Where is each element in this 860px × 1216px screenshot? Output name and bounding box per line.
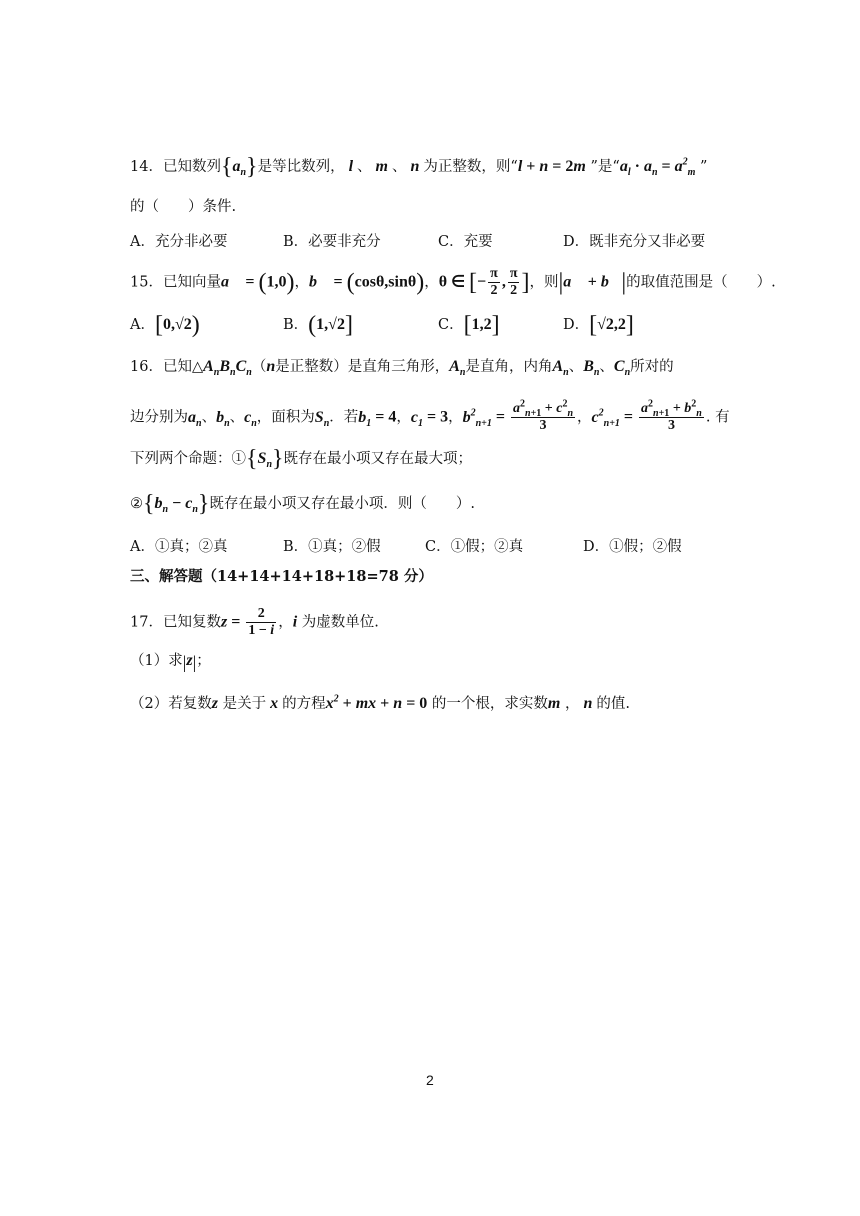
question-16-line3: 下列两个命题：$①\{S_n\}$既存在最小项又存在最大项； — [130, 446, 473, 472]
q14-option-c: C．充要 — [438, 234, 493, 250]
question-14-line2: 的（ ）条件. — [130, 199, 237, 215]
question-17-line1: 17．已知复数z = $\frac{2}{1 - i}$ ，i 为虚数单位. — [130, 606, 379, 638]
q15-option-a: A．[0,√2) — [130, 312, 200, 338]
question-17-part2: （2）若复数z 是关于 x 的方程$x^2$ + mx + n = 0 的一个根，求实数m ， n 的值. — [130, 693, 630, 712]
q15-option-b: B．(1,√2] — [283, 312, 353, 338]
question-16-line4: $②\{b_n - c_n\}$既存在最小项又存在最小项．则（ ）. — [130, 491, 476, 517]
question-number: 14． — [130, 159, 163, 175]
q14-option-b: B．必要非充分 — [283, 234, 381, 250]
question-14-line1: 14．已知数列$\{a_n\}$是等比数列， l 、 m 、 n 为正整数，则“l + n = 2m ”是“$a_l \cdot a_n = a^2_m$ ” — [130, 154, 708, 180]
question-15-line1: 15．已知向量a⃗ = (1,0)，b⃗ = (cosθ,sinθ)，θ ∈ [− $\frac{\pi}{2}$ , $\frac{\pi}{2}$ ]，则|a⃗ + b⃗|的取值范围是（ ）. — [130, 266, 776, 298]
q16-option-a: A．①真；②真 — [130, 539, 228, 555]
q16-option-b: B．①真；②假 — [283, 539, 381, 555]
q16-option-d: D．①假；②假 — [583, 539, 682, 555]
q16-option-c: C．①假；②真 — [425, 539, 524, 555]
q15-option-c: C．[1,2] — [438, 312, 500, 338]
page-number: 2 — [426, 1072, 434, 1088]
q14-option-d: D．既非充分又非必要 — [563, 234, 706, 250]
question-16-line1: 16．已知$\triangle A_nB_nC_n(n$是正整数）是直角三角形，$A_n$是直角，内角$A_n$、$B_n$、$C_n$所对的 — [130, 358, 674, 379]
question-16-line2: 边分别为$a_n$、$b_n$、$c_n$，面积为$S_n$．若$b_1 = 4$，$c_1 = 3$，$b^2_{n+1}$ = $\frac{a^2_{n+1} + c^2_n}{3}$ ，$c^2_{n+1}$ = $\frac{a^2_{n+1} + b^2_n}{3}$ . 有 — [130, 398, 730, 433]
question-17-part1: （1）求|z|； — [130, 652, 211, 672]
q15-option-d: D．[√2,2] — [563, 312, 634, 338]
q14-option-a: A．充分非必要 — [130, 234, 228, 250]
section-heading: 三、解答题（14+14+14+18+18=78 分） — [130, 568, 433, 585]
